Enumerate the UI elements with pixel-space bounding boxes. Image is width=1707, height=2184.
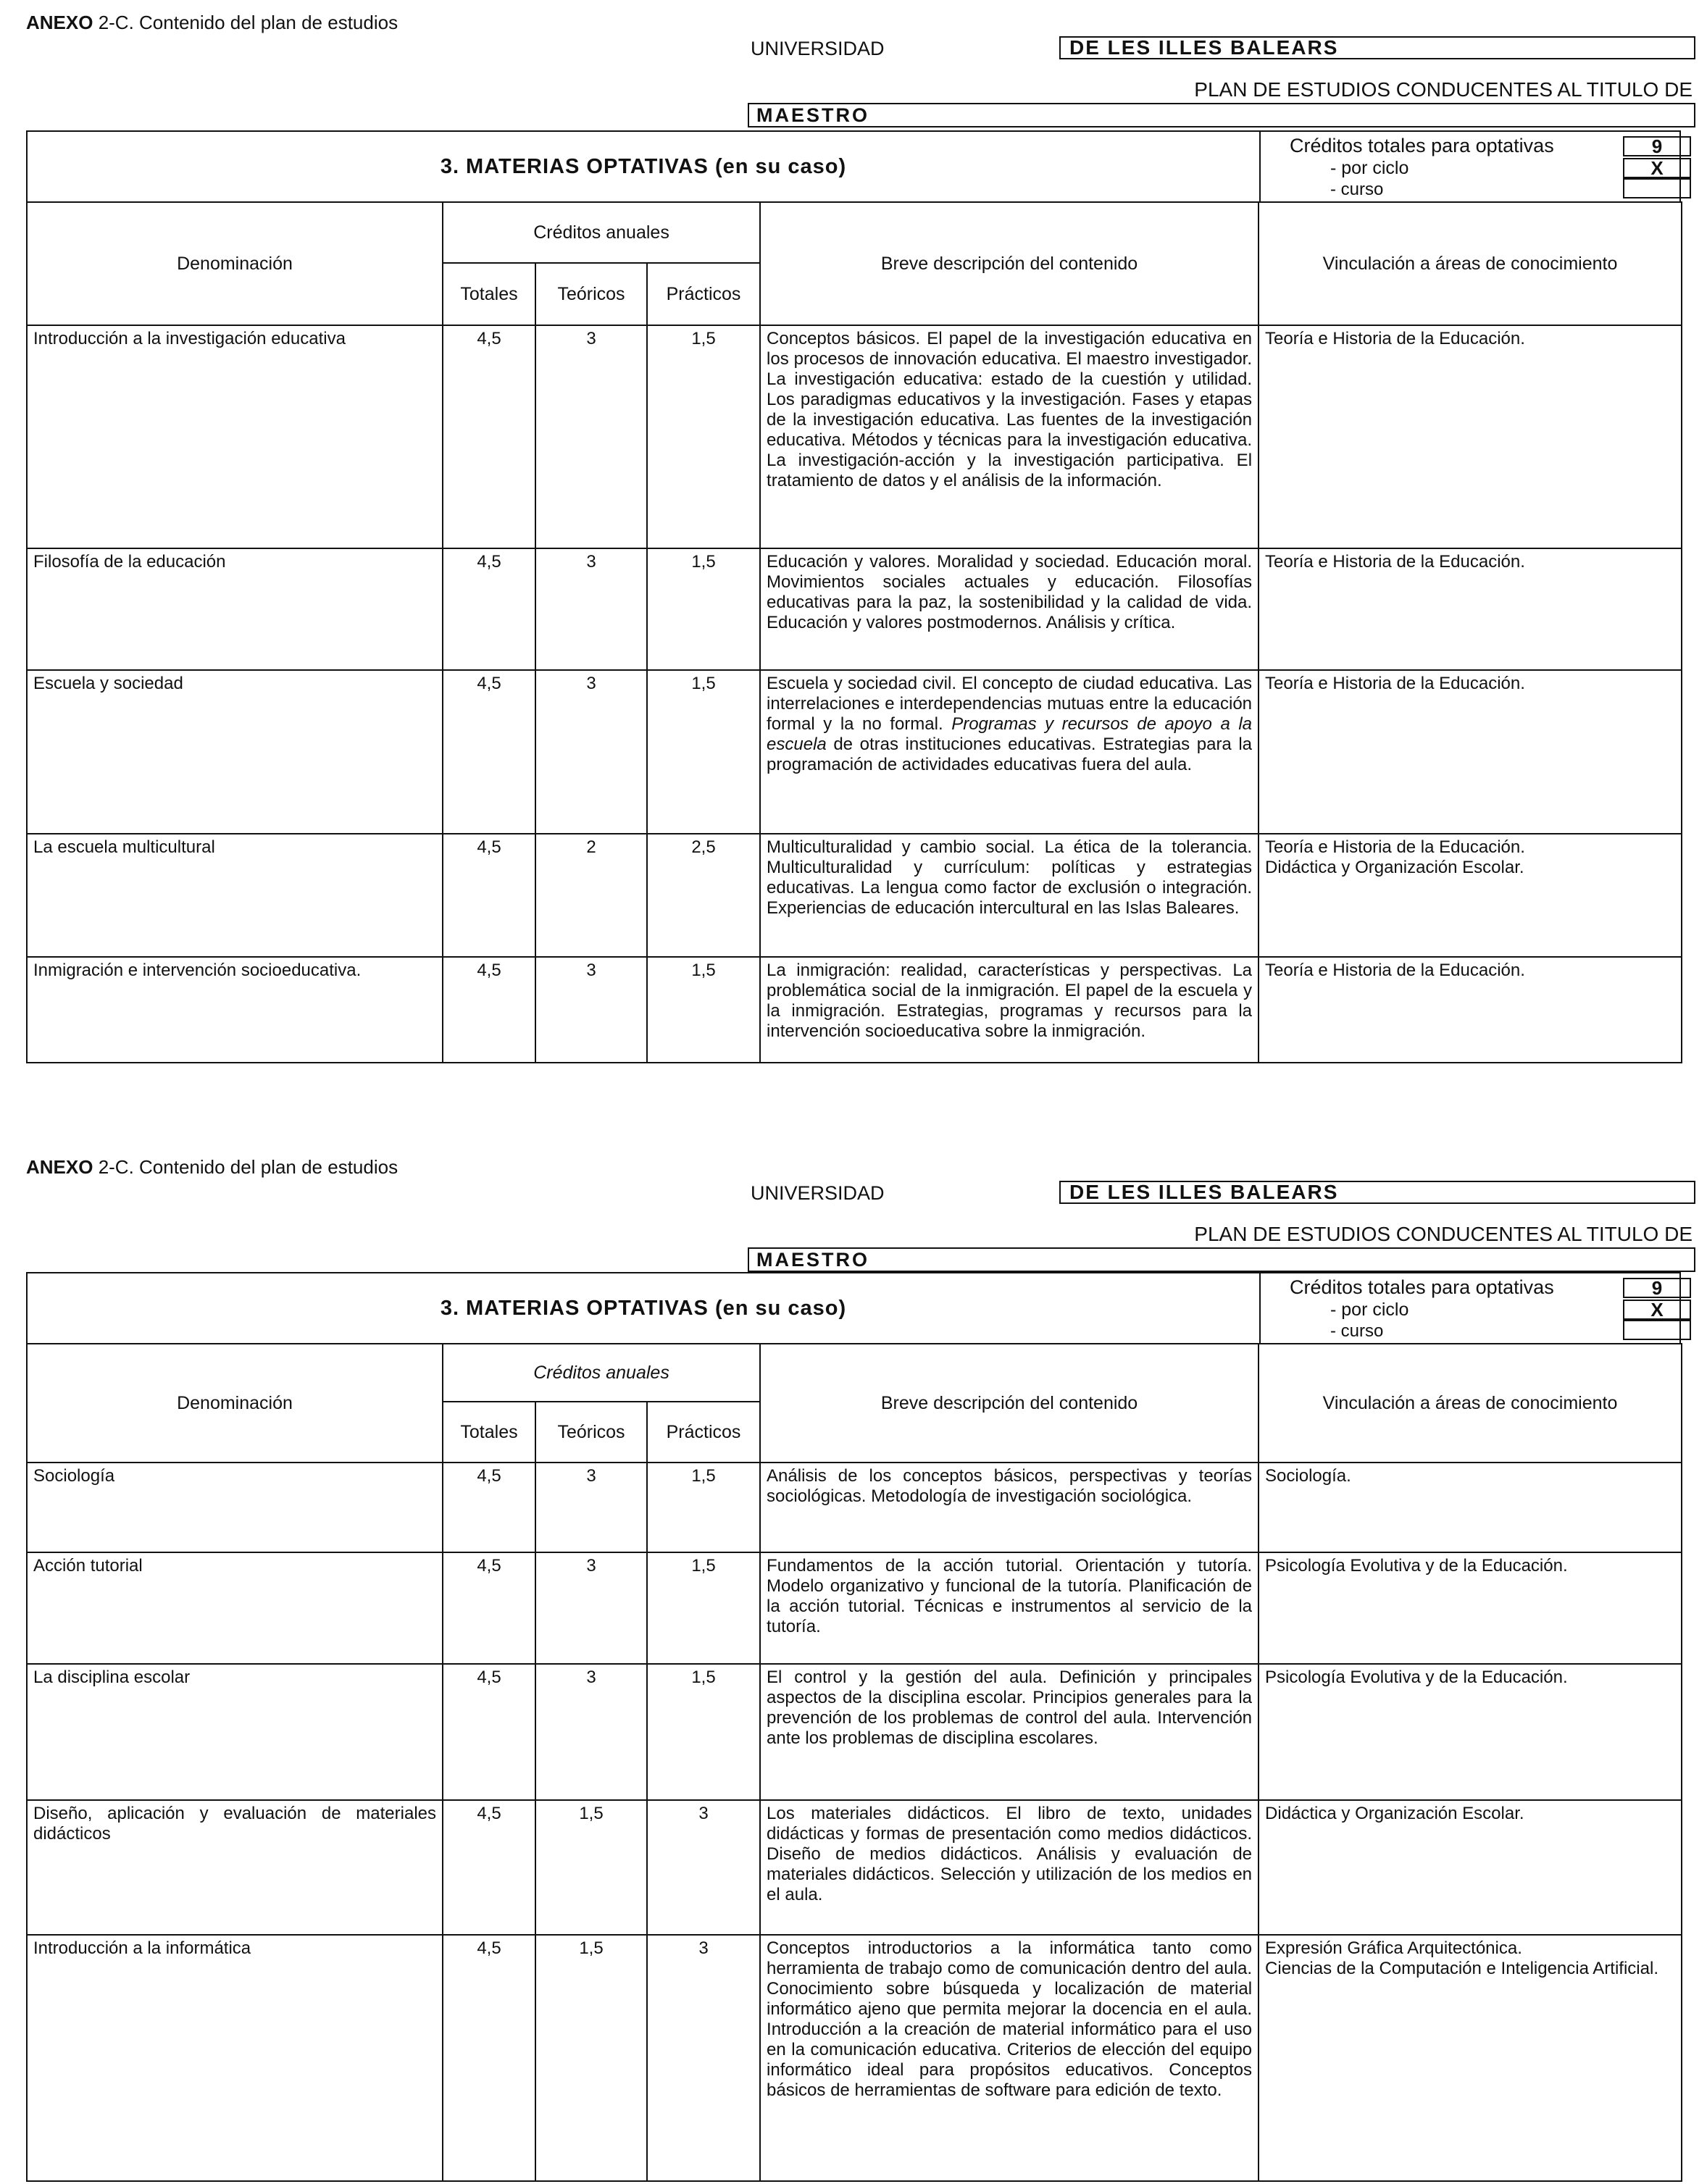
header-creditos-anuales: Créditos anuales [443,1344,760,1402]
creditos-totales-label: Créditos totales para optativas [1290,135,1554,156]
header-teoricos: Teóricos [535,1402,647,1463]
teoricos-cell: 3 [535,670,647,834]
vinculacion-cell: Sociología. [1259,1463,1682,1552]
practicos-cell: 1,5 [647,957,760,1063]
teoricos-cell: 3 [535,1463,647,1552]
section-header [26,1272,1681,1344]
por-ciclo-value: X [1623,158,1691,178]
descripcion-cell: La inmigración: realidad, características y perspectivas. La problemática social de la inmigración. El papel de la escuela y la inmigración. Estrategias, programas y recursos para la intervención socioeducativa sobre la inmigración. [760,957,1259,1063]
table-row [27,834,1682,957]
totales-cell: 4,5 [443,957,535,1063]
denominacion-cell: Inmigración e intervención socioeducativa. [27,957,443,1063]
teoricos-cell: 3 [535,957,647,1063]
denominacion-cell: Escuela y sociedad [27,670,443,834]
curso-label: - curso [1330,1321,1384,1341]
teoricos-cell: 3 [535,1664,647,1800]
totales-cell: 4,5 [443,548,535,670]
header-practicos: Prácticos [647,263,760,325]
header-totales: Totales [443,1402,535,1463]
descripcion-cell: Los materiales didácticos. El libro de texto, unidades didácticas y formas de presentación como medios didácticos. Diseño de medios didácticos. Análisis y evaluación de materiales didácticos. Selección y utilización de los medios en el aula. [760,1800,1259,1935]
teoricos-cell: 3 [535,1552,647,1664]
section-title: 3. MATERIAS OPTATIVAS (en su caso) [440,154,847,178]
practicos-cell: 1,5 [647,325,760,548]
por-ciclo-label: - por ciclo [1330,1300,1409,1320]
descripcion-cell: Multiculturalidad y cambio social. La ética de la tolerancia. Multiculturalidad y currículum: políticas y estrategias educativas. La lengua como factor de exclusión o integración. Experiencias de educación intercultural en las Islas Baleares. [760,834,1259,957]
header-vinculacion: Vinculación a áreas de conocimiento [1259,1344,1682,1463]
teoricos-cell: 1,5 [535,1800,647,1935]
denominacion-cell: Introducción a la investigación educativa [27,325,443,548]
denominacion-cell: La disciplina escolar [27,1664,443,1800]
header-denominacion: Denominación [27,202,443,325]
creditos-totales-label: Créditos totales para optativas [1290,1276,1554,1298]
table-row [27,957,1682,1063]
creditos-totales-value: 9 [1623,1278,1691,1298]
vinculacion-cell: Psicología Evolutiva y de la Educación. [1259,1552,1682,1664]
titulo-value: MAESTRO [748,103,1695,127]
totales-cell: 4,5 [443,1800,535,1935]
materias-table [26,1343,1682,2182]
totales-cell: 4,5 [443,1552,535,1664]
denominacion-cell: Sociología [27,1463,443,1552]
descripcion-cell: Análisis de los conceptos básicos, perspectivas y teorías sociológicas. Metodología de investigación sociológica. [760,1463,1259,1552]
curso-label: - curso [1330,180,1384,199]
practicos-cell: 1,5 [647,548,760,670]
descripcion-cell: El control y la gestión del aula. Definición y principales aspectos de la disciplina escolar. Principios generales para la prevención de los problemas de control del aula. Intervención ante los problemas de disciplina escolares. [760,1664,1259,1800]
totales-cell: 4,5 [443,834,535,957]
por-ciclo-label: - por ciclo [1330,158,1409,178]
teoricos-cell: 3 [535,325,647,548]
descripcion-cell: Educación y valores. Moralidad y sociedad. Educación moral. Movimientos sociales actuales y educación. Filosofías educativas para la paz, la sostenibilidad y la calidad de vida. Educación y valores postmodernos. Análisis y crítica. [760,548,1259,670]
header-practicos: Prácticos [647,1402,760,1463]
teoricos-cell: 2 [535,834,647,957]
vinculacion-cell: Teoría e Historia de la Educación. [1259,548,1682,670]
header-creditos-anuales: Créditos anuales [443,202,760,263]
header-denominacion: Denominación [27,1344,443,1463]
teoricos-cell: 1,5 [535,1935,647,2181]
curso-value [1623,1320,1691,1340]
creditos-box [1259,132,1681,201]
practicos-cell: 1,5 [647,1463,760,1552]
table-row [27,325,1682,548]
universidad-label: UNIVERSIDAD [751,38,885,59]
totales-cell: 4,5 [443,325,535,548]
descripcion-cell: Conceptos introductorios a la informática tanto como herramienta de trabajo como de comunicación dentro del aula. Conocimiento sobre búsqueda y localización de material informático ajeno que permita mejorar la docencia en el aula. Introducción a la creación de material informático para el uso en la comunicación educativa. Criterios de elección del equipo informático ideal para propósitos educativos. Conceptos básicos de herramientas de software para edición de texto. [760,1935,1259,2181]
creditos-box [1259,1273,1681,1343]
table-row [27,1552,1682,1664]
table-row [27,548,1682,670]
header-descripcion: Breve descripción del contenido [760,202,1259,325]
vinculacion-cell: Expresión Gráfica Arquitectónica. Ciencias de la Computación e Inteligencia Artificial. [1259,1935,1682,2181]
materias-table [26,201,1682,1063]
por-ciclo-value: X [1623,1300,1691,1320]
practicos-cell: 2,5 [647,834,760,957]
totales-cell: 4,5 [443,1463,535,1552]
vinculacion-cell: Teoría e Historia de la Educación. [1259,670,1682,834]
annex-heading: ANEXO 2-C. Contenido del plan de estudios [26,12,398,33]
descripcion-cell: Fundamentos de la acción tutorial. Orientación y tutoría. Modelo organizativo y funcional de la tutoría. Planificación de la acción tutorial. Técnicas e instrumentos al servicio de la tutoría. [760,1552,1259,1664]
universidad-value: DE LES ILLES BALEARS [1059,36,1695,59]
teoricos-cell: 3 [535,548,647,670]
section-title: 3. MATERIAS OPTATIVAS (en su caso) [440,1296,847,1320]
section-header [26,130,1681,203]
totales-cell: 4,5 [443,1935,535,2181]
header-descripcion: Breve descripción del contenido [760,1344,1259,1463]
descripcion-cell: Escuela y sociedad civil. El concepto de ciudad educativa. Las interrelaciones e interdependencias mutuas entre la educación formal y la no formal. Programas y recursos de apoyo a la escuela de otras instituciones educativas. Estrategias para la programación de actividades educativas fuera del aula. [760,670,1259,834]
vinculacion-cell: Psicología Evolutiva y de la Educación. [1259,1664,1682,1800]
practicos-cell: 1,5 [647,1552,760,1664]
universidad-label: UNIVERSIDAD [751,1182,885,1204]
titulo-value: MAESTRO [748,1247,1695,1272]
practicos-cell: 3 [647,1935,760,2181]
header-totales: Totales [443,263,535,325]
creditos-totales-value: 9 [1623,136,1691,156]
header-teoricos: Teóricos [535,263,647,325]
table-row [27,1800,1682,1935]
table-row [27,1935,1682,2181]
universidad-value: DE LES ILLES BALEARS [1059,1181,1695,1204]
table-row [27,1664,1682,1800]
annex-heading: ANEXO 2-C. Contenido del plan de estudios [26,1156,398,1178]
vinculacion-cell: Didáctica y Organización Escolar. [1259,1800,1682,1935]
vinculacion-cell: Teoría e Historia de la Educación. [1259,325,1682,548]
totales-cell: 4,5 [443,670,535,834]
denominacion-cell: Introducción a la informática [27,1935,443,2181]
plan-label: PLAN DE ESTUDIOS CONDUCENTES AL TITULO DE [1194,1223,1693,1245]
header-vinculacion: Vinculación a áreas de conocimiento [1259,202,1682,325]
table-row [27,1463,1682,1552]
vinculacion-cell: Teoría e Historia de la Educación. [1259,957,1682,1063]
denominacion-cell: Filosofía de la educación [27,548,443,670]
descripcion-cell: Conceptos básicos. El papel de la investigación educativa en los procesos de innovación educativa. El maestro investigador. La investigación educativa: estado de la cuestión y utilidad. Los paradigmas educativos y la investigación. Fases y etapas de la investigación educativa. Las fuentes de la investigación educativa. Métodos y técnicas para la investigación educativa. La investigación-acción y la investigación participativa. El tratamiento de datos y el análisis de la información. [760,325,1259,548]
denominacion-cell: Acción tutorial [27,1552,443,1664]
totales-cell: 4,5 [443,1664,535,1800]
practicos-cell: 1,5 [647,670,760,834]
plan-label: PLAN DE ESTUDIOS CONDUCENTES AL TITULO DE [1194,78,1693,101]
practicos-cell: 3 [647,1800,760,1935]
curso-value [1623,178,1691,198]
table-row [27,670,1682,834]
denominacion-cell: Diseño, aplicación y evaluación de materiales didácticos [27,1800,443,1935]
vinculacion-cell: Teoría e Historia de la Educación. Didáctica y Organización Escolar. [1259,834,1682,957]
practicos-cell: 1,5 [647,1664,760,1800]
denominacion-cell: La escuela multicultural [27,834,443,957]
